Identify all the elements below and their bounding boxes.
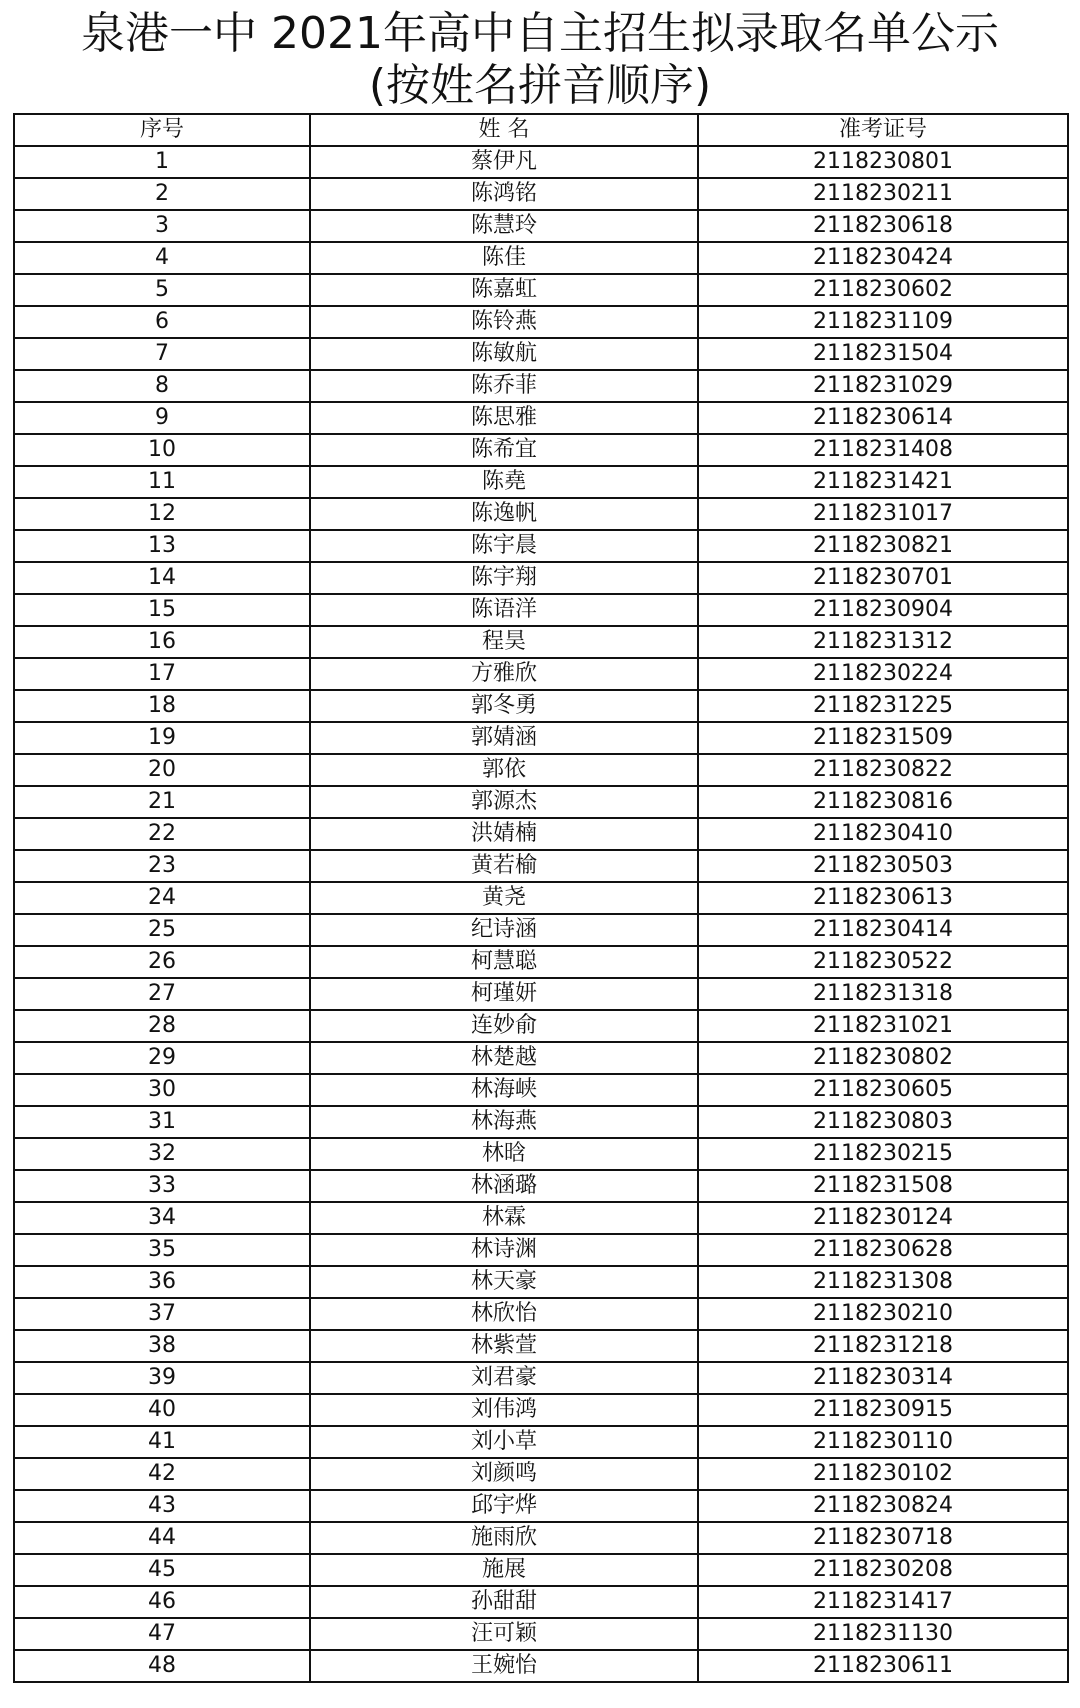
row-index: 48	[14, 1650, 310, 1682]
student-name: 黄尧	[310, 882, 698, 914]
row-index: 41	[14, 1426, 310, 1458]
page-subtitle: (按姓名拼音顺序)	[368, 60, 712, 111]
student-name: 陈鸿铭	[310, 178, 698, 210]
table-row	[14, 754, 1068, 786]
exam-number: 2118230503	[698, 850, 1068, 882]
row-index: 4	[14, 242, 310, 274]
table-row	[14, 626, 1068, 658]
exam-number: 2118231218	[698, 1330, 1068, 1362]
student-name: 陈堯	[310, 466, 698, 498]
exam-number: 2118230314	[698, 1362, 1068, 1394]
row-index: 10	[14, 434, 310, 466]
student-name: 林天豪	[310, 1266, 698, 1298]
exam-number: 2118230224	[698, 658, 1068, 690]
student-name: 林楚越	[310, 1042, 698, 1074]
table-row	[14, 882, 1068, 914]
student-name: 黄若榆	[310, 850, 698, 882]
row-index: 44	[14, 1522, 310, 1554]
exam-number: 2118230614	[698, 402, 1068, 434]
student-name: 刘小草	[310, 1426, 698, 1458]
row-index: 33	[14, 1170, 310, 1202]
table-row	[14, 306, 1068, 338]
row-index: 1	[14, 146, 310, 178]
row-index: 43	[14, 1490, 310, 1522]
table-row	[14, 658, 1068, 690]
table-row	[14, 1010, 1068, 1042]
row-index: 18	[14, 690, 310, 722]
row-index: 34	[14, 1202, 310, 1234]
table-row	[14, 434, 1068, 466]
table-row	[14, 1298, 1068, 1330]
student-name: 汪可颖	[310, 1618, 698, 1650]
exam-number: 2118231130	[698, 1618, 1068, 1650]
table-row	[14, 1138, 1068, 1170]
row-index: 25	[14, 914, 310, 946]
student-name: 陈宇翔	[310, 562, 698, 594]
table-row	[14, 1586, 1068, 1618]
student-name: 林涵璐	[310, 1170, 698, 1202]
student-name: 郭依	[310, 754, 698, 786]
student-name: 陈希宜	[310, 434, 698, 466]
table-row	[14, 1618, 1068, 1650]
student-name: 蔡伊凡	[310, 146, 698, 178]
exam-number: 2118230701	[698, 562, 1068, 594]
student-name: 方雅欣	[310, 658, 698, 690]
row-index: 5	[14, 274, 310, 306]
student-name: 邱宇烨	[310, 1490, 698, 1522]
exam-number: 2118231029	[698, 370, 1068, 402]
table-row	[14, 1554, 1068, 1586]
row-index: 24	[14, 882, 310, 914]
row-index: 45	[14, 1554, 310, 1586]
student-name: 陈敏航	[310, 338, 698, 370]
student-name: 陈语洋	[310, 594, 698, 626]
exam-number: 2118230718	[698, 1522, 1068, 1554]
student-name: 陈嘉虹	[310, 274, 698, 306]
row-index: 16	[14, 626, 310, 658]
row-index: 9	[14, 402, 310, 434]
exam-number: 2118230904	[698, 594, 1068, 626]
exam-number: 2118231021	[698, 1010, 1068, 1042]
table-row	[14, 1202, 1068, 1234]
exam-number: 2118231508	[698, 1170, 1068, 1202]
exam-number: 2118230824	[698, 1490, 1068, 1522]
student-name: 程昊	[310, 626, 698, 658]
row-index: 20	[14, 754, 310, 786]
student-name: 林晗	[310, 1138, 698, 1170]
student-name: 纪诗涵	[310, 914, 698, 946]
student-name: 洪婧楠	[310, 818, 698, 850]
row-index: 22	[14, 818, 310, 850]
exam-number: 2118230915	[698, 1394, 1068, 1426]
student-name: 林海燕	[310, 1106, 698, 1138]
exam-number: 2118230208	[698, 1554, 1068, 1586]
exam-number: 2118230211	[698, 178, 1068, 210]
exam-number: 2118230803	[698, 1106, 1068, 1138]
row-index: 12	[14, 498, 310, 530]
exam-number: 2118231421	[698, 466, 1068, 498]
student-name: 施雨欣	[310, 1522, 698, 1554]
row-index: 46	[14, 1586, 310, 1618]
table-row	[14, 1650, 1068, 1682]
header-name: 姓 名	[310, 114, 698, 146]
row-index: 17	[14, 658, 310, 690]
exam-number: 2118230802	[698, 1042, 1068, 1074]
student-name: 陈慧玲	[310, 210, 698, 242]
student-name: 施展	[310, 1554, 698, 1586]
table-row	[14, 1458, 1068, 1490]
row-index: 38	[14, 1330, 310, 1362]
exam-number: 2118231504	[698, 338, 1068, 370]
exam-number: 2118230602	[698, 274, 1068, 306]
table-row	[14, 914, 1068, 946]
exam-number: 2118230605	[698, 1074, 1068, 1106]
exam-number: 2118230618	[698, 210, 1068, 242]
exam-number: 2118231312	[698, 626, 1068, 658]
row-index: 23	[14, 850, 310, 882]
table-row	[14, 1426, 1068, 1458]
exam-number: 2118230822	[698, 754, 1068, 786]
student-name: 林海峡	[310, 1074, 698, 1106]
row-index: 2	[14, 178, 310, 210]
exam-number: 2118230102	[698, 1458, 1068, 1490]
exam-number: 2118230210	[698, 1298, 1068, 1330]
student-name: 陈乔菲	[310, 370, 698, 402]
table-row	[14, 786, 1068, 818]
student-name: 刘颜鸣	[310, 1458, 698, 1490]
table-row	[14, 850, 1068, 882]
table-row	[14, 242, 1068, 274]
row-index: 39	[14, 1362, 310, 1394]
exam-number: 2118230124	[698, 1202, 1068, 1234]
exam-number: 2118230613	[698, 882, 1068, 914]
row-index: 26	[14, 946, 310, 978]
row-index: 36	[14, 1266, 310, 1298]
table-row	[14, 1362, 1068, 1394]
student-name: 孙甜甜	[310, 1586, 698, 1618]
exam-number: 2118231509	[698, 722, 1068, 754]
table-row	[14, 594, 1068, 626]
row-index: 11	[14, 466, 310, 498]
student-name: 郭源杰	[310, 786, 698, 818]
exam-number: 2118230801	[698, 146, 1068, 178]
table-row	[14, 1266, 1068, 1298]
row-index: 15	[14, 594, 310, 626]
header-exam-number: 准考证号	[698, 114, 1068, 146]
row-index: 14	[14, 562, 310, 594]
student-name: 刘君豪	[310, 1362, 698, 1394]
row-index: 27	[14, 978, 310, 1010]
row-index: 13	[14, 530, 310, 562]
student-name: 王婉怡	[310, 1650, 698, 1682]
table-row	[14, 690, 1068, 722]
exam-number: 2118230628	[698, 1234, 1068, 1266]
row-index: 3	[14, 210, 310, 242]
table-row	[14, 1170, 1068, 1202]
table-row	[14, 1234, 1068, 1266]
table-row	[14, 818, 1068, 850]
student-name: 陈宇晨	[310, 530, 698, 562]
exam-number: 2118230816	[698, 786, 1068, 818]
row-index: 35	[14, 1234, 310, 1266]
row-index: 47	[14, 1618, 310, 1650]
table-row	[14, 562, 1068, 594]
table-row	[14, 338, 1068, 370]
row-index: 42	[14, 1458, 310, 1490]
row-index: 19	[14, 722, 310, 754]
exam-number: 2118230424	[698, 242, 1068, 274]
admission-list-table	[13, 113, 1069, 1683]
student-name: 郭冬勇	[310, 690, 698, 722]
student-name: 林紫萱	[310, 1330, 698, 1362]
table-row	[14, 946, 1068, 978]
table-row	[14, 1490, 1068, 1522]
student-name: 郭婧涵	[310, 722, 698, 754]
student-name: 刘伟鸿	[310, 1394, 698, 1426]
table-row	[14, 1330, 1068, 1362]
exam-number: 2118230410	[698, 818, 1068, 850]
table-row	[14, 1106, 1068, 1138]
table-row	[14, 1042, 1068, 1074]
table-row	[14, 178, 1068, 210]
row-index: 21	[14, 786, 310, 818]
table-row	[14, 978, 1068, 1010]
page-title: 泉港一中 2021年高中自主招生拟录取名单公示	[81, 8, 999, 59]
table-row	[14, 210, 1068, 242]
exam-number: 2118230821	[698, 530, 1068, 562]
exam-number: 2118231308	[698, 1266, 1068, 1298]
table-row	[14, 402, 1068, 434]
header-index: 序号	[14, 114, 310, 146]
table-row	[14, 1522, 1068, 1554]
row-index: 28	[14, 1010, 310, 1042]
exam-number: 2118231408	[698, 434, 1068, 466]
student-name: 柯瑾妍	[310, 978, 698, 1010]
table-row	[14, 370, 1068, 402]
table-row	[14, 1074, 1068, 1106]
row-index: 30	[14, 1074, 310, 1106]
row-index: 31	[14, 1106, 310, 1138]
student-name: 连妙俞	[310, 1010, 698, 1042]
table-row	[14, 1394, 1068, 1426]
exam-number: 2118230522	[698, 946, 1068, 978]
exam-number: 2118231109	[698, 306, 1068, 338]
exam-number: 2118231225	[698, 690, 1068, 722]
row-index: 7	[14, 338, 310, 370]
student-name: 陈逸帆	[310, 498, 698, 530]
student-name: 林霖	[310, 1202, 698, 1234]
student-name: 林欣怡	[310, 1298, 698, 1330]
table-row	[14, 498, 1068, 530]
table-row	[14, 530, 1068, 562]
exam-number: 2118231318	[698, 978, 1068, 1010]
exam-number: 2118230215	[698, 1138, 1068, 1170]
student-name: 柯慧聪	[310, 946, 698, 978]
row-index: 32	[14, 1138, 310, 1170]
exam-number: 2118230110	[698, 1426, 1068, 1458]
row-index: 37	[14, 1298, 310, 1330]
row-index: 40	[14, 1394, 310, 1426]
table-row	[14, 146, 1068, 178]
exam-number: 2118231017	[698, 498, 1068, 530]
student-name: 陈思雅	[310, 402, 698, 434]
table-row	[14, 722, 1068, 754]
exam-number: 2118231417	[698, 1586, 1068, 1618]
row-index: 6	[14, 306, 310, 338]
exam-number: 2118230414	[698, 914, 1068, 946]
row-index: 8	[14, 370, 310, 402]
student-name: 林诗渊	[310, 1234, 698, 1266]
table-row	[14, 274, 1068, 306]
table-row	[14, 466, 1068, 498]
student-name: 陈佳	[310, 242, 698, 274]
row-index: 29	[14, 1042, 310, 1074]
student-name: 陈铃燕	[310, 306, 698, 338]
exam-number: 2118230611	[698, 1650, 1068, 1682]
table-header-row	[14, 114, 1068, 146]
